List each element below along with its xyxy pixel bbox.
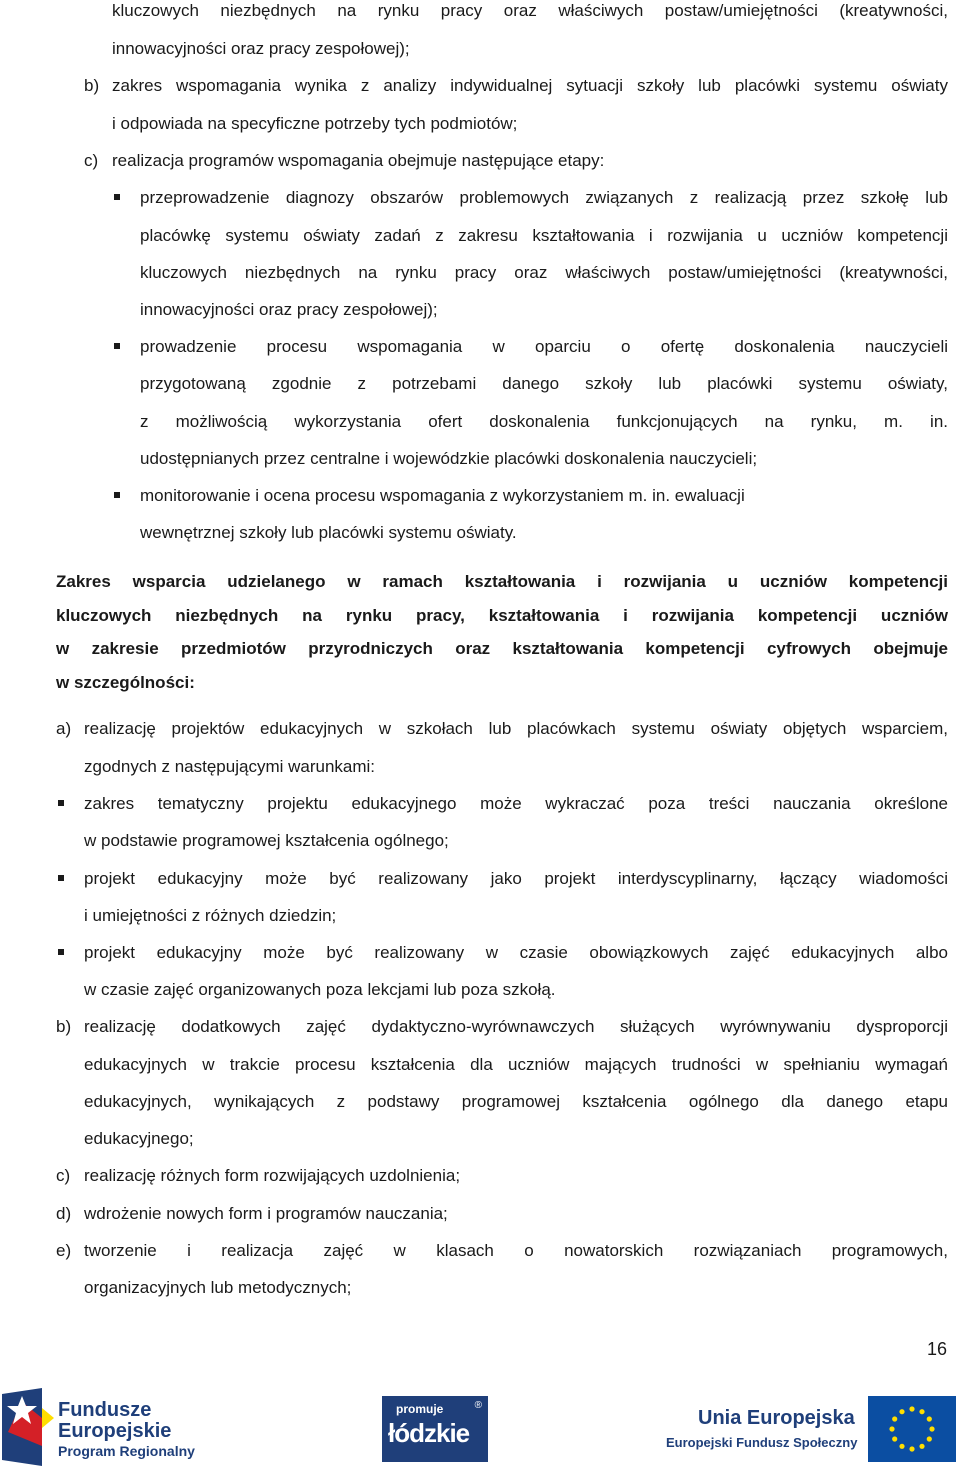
bullet-square-icon	[58, 949, 64, 955]
text-line: placówkę systemu oświaty zadań z zakresu kształtowania i rozwijania u uczniów kompetencji	[140, 226, 948, 245]
fe-title-line2: Europejskie	[58, 1420, 172, 1442]
text-line: organizacyjnych lub metodycznych;	[84, 1278, 352, 1297]
list-marker: c)	[84, 151, 99, 170]
text-line: realizacja programów wspomagania obejmuje następujące etapy:	[112, 151, 605, 170]
text-line: zakres wspomagania wynika z analizy indywidualnej sytuacji szkoły lub placówki systemu oświaty	[112, 76, 948, 95]
text-line: realizację projektów edukacyjnych w szkołach lub placówkach systemu oświaty objętych wsparciem,	[84, 719, 948, 738]
list-marker: d)	[56, 1204, 72, 1223]
text-line: wewnętrznej szkoły lub placówki systemu oświaty.	[140, 523, 517, 542]
text-line: tworzenie i realizacja zajęć w klasach o nowatorskich rozwiązaniach programowych,	[84, 1241, 948, 1260]
list-marker: c)	[56, 1166, 71, 1185]
registered-mark-icon: ®	[474, 1400, 482, 1411]
text-line: przeprowadzenie diagnozy obszarów problemowych związanych z realizacją przez szkołę lub	[140, 188, 948, 207]
fundusze-europejskie-logo	[2, 1388, 202, 1468]
text-line: udostępnianych przez centralne i wojewódzkie placówki doskonalenia nauczycieli;	[140, 449, 758, 468]
bullet-square-icon	[114, 194, 120, 200]
lodz-big-text: łódzkie	[388, 1418, 470, 1448]
bullet-square-icon	[58, 875, 64, 881]
text-line: innowacyjności oraz pracy zespołowej);	[112, 39, 410, 58]
bullet-square-icon	[58, 800, 64, 806]
list-marker: b)	[84, 76, 100, 95]
list-marker: e)	[56, 1241, 72, 1260]
text-line: w podstawie programowej kształcenia ogólnego;	[84, 831, 449, 850]
text-line: w czasie zajęć organizowanych poza lekcjami lub poza szkołą.	[84, 980, 556, 999]
eu-flag-icon	[868, 1396, 956, 1462]
fe-title-line1: Fundusze	[58, 1399, 152, 1421]
list-marker: b)	[56, 1017, 72, 1036]
lodz-small-text: promuje	[396, 1402, 444, 1416]
text-line: realizację różnych form rozwijających uzdolnienia;	[84, 1166, 461, 1185]
fe-subtitle: Program Regionalny	[58, 1443, 195, 1459]
text-line: i odpowiada na specyficzne potrzeby tych podmiotów;	[112, 114, 518, 133]
section-heading: w szczególności:	[56, 673, 195, 692]
section-heading: kluczowych niezbędnych na rynku pracy, kształtowania i rozwijania kompetencji uczniów	[56, 606, 948, 625]
text-line: edukacyjnych, wynikających z podstawy programowej kształcenia ogólnego dla danego etapu	[84, 1092, 948, 1111]
ue-subtitle: Europejski Fundusz Społeczny	[666, 1435, 858, 1450]
fe-star-flag-icon	[2, 1388, 56, 1466]
list-marker: a)	[56, 719, 72, 738]
text-line: przygotowaną zgodnie z potrzebami danego szkoły lub placówki systemu oświaty,	[140, 374, 948, 393]
page-number: 16	[926, 1339, 947, 1359]
promuje-lodzkie-logo	[382, 1396, 488, 1462]
unia-europejska-text-logo	[662, 1404, 858, 1460]
text-line: projekt edukacyjny może być realizowany w czasie obowiązkowych zajęć edukacyjnych albo	[84, 943, 948, 962]
ue-title: Unia Europejska	[698, 1407, 855, 1429]
text-line: zgodnych z następującymi warunkami:	[84, 757, 376, 776]
text-line: i umiejętności z różnych dziedzin;	[84, 906, 337, 925]
text-line: wdrożenie nowych form i programów nauczania;	[84, 1204, 448, 1223]
text-line: monitorowanie i ocena procesu wspomagania z wykorzystaniem m. in. ewaluacji	[140, 486, 745, 505]
text-line: edukacyjnego;	[84, 1129, 194, 1148]
text-line: projekt edukacyjny może być realizowany jako projekt interdyscyplinarny, łączący wiadomości	[84, 869, 948, 888]
text-line: realizację dodatkowych zajęć dydaktyczno-wyrównawczych służących wyrównywaniu dysproporcji	[84, 1017, 948, 1036]
text-line: innowacyjności oraz pracy zespołowej);	[140, 300, 438, 319]
text-line: z możliwością wykorzystania ofert doskonalenia funkcjonujących na rynku, m. in.	[140, 412, 948, 431]
section-heading: w zakresie przedmiotów przyrodniczych oraz kształtowania kompetencji cyfrowych obejmuje	[56, 639, 948, 658]
text-line: zakres tematyczny projektu edukacyjnego może wykraczać poza treści nauczania określone	[84, 794, 948, 813]
text-line: kluczowych niezbędnych na rynku pracy oraz właściwych postaw/umiejętności (kreatywności,	[140, 263, 948, 282]
text-line: prowadzenie procesu wspomagania w oparciu o ofertę doskonalenia nauczycieli	[140, 337, 948, 356]
text-line: kluczowych niezbędnych na rynku pracy oraz właściwych postaw/umiejętności (kreatywności,	[112, 1, 948, 20]
bullet-square-icon	[114, 492, 120, 498]
bullet-square-icon	[114, 343, 120, 349]
section-heading: Zakres wsparcia udzielanego w ramach kształtowania i rozwijania u uczniów kompetencji	[56, 572, 948, 591]
text-line: edukacyjnych w trakcie procesu kształcenia dla uczniów mających trudności w spełnianiu wymagań	[84, 1055, 948, 1074]
